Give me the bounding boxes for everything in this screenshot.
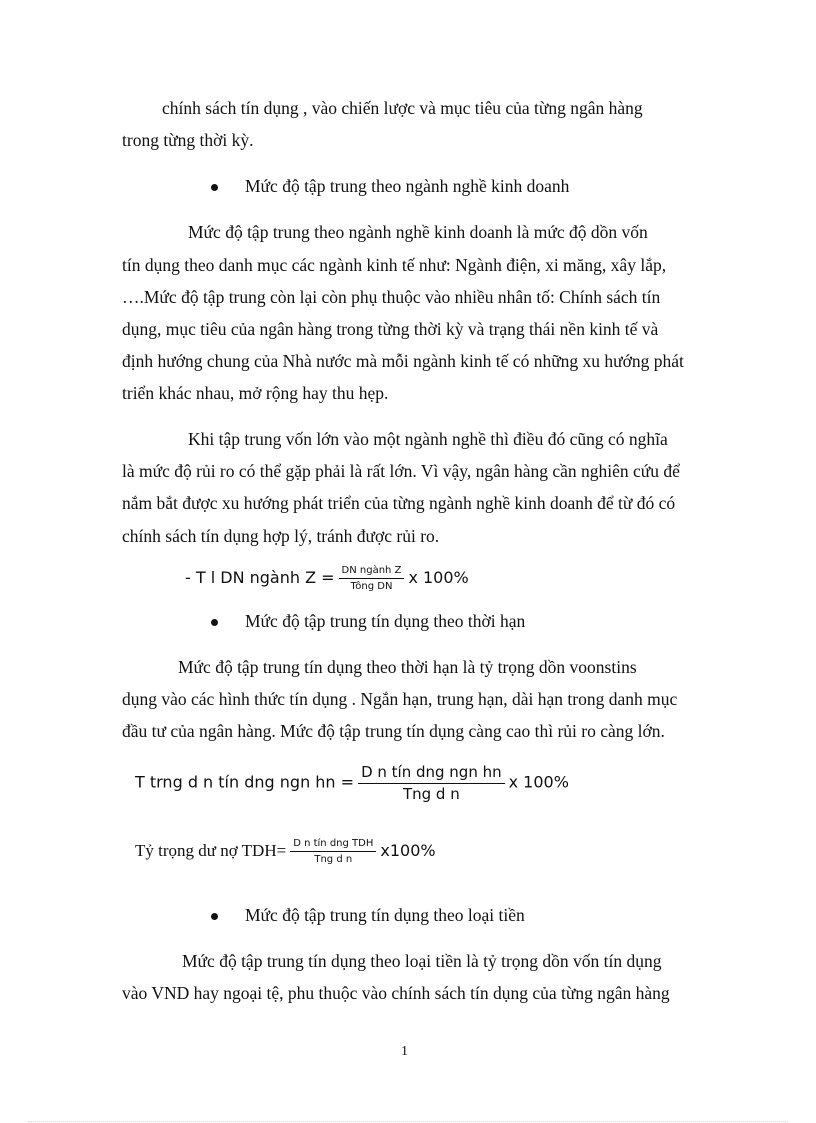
body-text-line: dụng, mục tiêu của ngân hàng trong từng thời kỳ và trạng thái nền kinh tế và	[122, 319, 659, 339]
formula-rhs: x 100%	[408, 568, 469, 587]
body-text-line: chính sách tín dụng hợp lý, tránh được rủi ro.	[122, 526, 440, 546]
body-text-line: chính sách tín dụng , vào chiến lược và mục tiêu của từng ngân hàng	[162, 98, 643, 118]
body-text-line: định hướng chung của Nhà nước mà mỗi ngành kinh tế có những xu hướng phát	[122, 351, 684, 371]
body-text-line: nắm bắt được xu hướng phát triển của từng ngành nghề kinh doanh để từ đó có	[122, 493, 676, 513]
body-text-line: dụng vào các hình thức tín dụng . Ngắn hạn, trung hạn, dài hạn trong danh mục	[122, 689, 678, 709]
formula-short-term-ratio	[135, 764, 569, 802]
page-number: 1	[401, 1044, 408, 1059]
body-text-line: Mức độ tập trung tín dụng theo loại tiền là tỷ trọng dồn vốn tín dụng	[182, 951, 662, 971]
bullet-heading: Mức độ tập trung theo ngành nghề kinh doanh	[245, 176, 570, 196]
formula-denominator: Tông DN	[350, 581, 393, 592]
body-text-line: Khi tập trung vốn lớn vào một ngành nghề thì điều đó cũng có nghĩa	[188, 429, 668, 449]
bullet-icon	[211, 619, 218, 626]
body-text-line: tín dụng theo danh mục các ngành kinh tế như: Ngành điện, xi măng, xây lắp,	[122, 255, 667, 275]
bullet-heading: Mức độ tập trung tín dụng theo loại tiền	[245, 905, 525, 925]
body-text-line: là mức độ rủi ro có thể gặp phải là rất lớn. Vì vậy, ngân hàng cần nghiên cứu để	[122, 461, 680, 481]
body-text-line: Mức độ tập trung theo ngành nghề kinh doanh là mức độ dồn vốn	[188, 222, 648, 242]
formula-denominator: Tng d n	[314, 854, 353, 865]
formula-numerator: DN ngành Z	[339, 565, 405, 579]
page-footer-divider	[28, 1121, 788, 1122]
bullet-heading: Mức độ tập trung tín dụng theo thời hạn	[245, 611, 526, 631]
formula-lhs: Tỷ trọng dư nợ TDH=	[135, 841, 287, 860]
formula-denominator: Tng d n	[402, 784, 460, 803]
formula-sector-ratio	[185, 565, 469, 592]
bullet-icon	[211, 184, 218, 191]
formula-lhs: T trng d n tín dng ngn hn =	[135, 772, 355, 792]
formula-numerator: D n tín dng ngn hn	[358, 764, 505, 784]
body-text-line: đầu tư của ngân hàng. Mức độ tập trung tín dụng càng cao thì rủi ro càng lớn.	[122, 721, 665, 741]
bullet-icon	[211, 913, 218, 920]
formula-rhs: x100%	[380, 841, 436, 860]
body-text-line: vào VND hay ngoại tệ, phu thuộc vào chính sách tín dụng của từng ngân hàng	[122, 983, 670, 1003]
body-text-line: Mức độ tập trung tín dụng theo thời hạn là tỷ trọng dồn voonstins	[178, 657, 637, 677]
formula-numerator: D n tín dng TDH	[290, 838, 376, 852]
body-text-line: triển khác nhau, mở rộng hay thu hẹp.	[122, 383, 389, 403]
formula-lhs: - T l DN ngành Z =	[185, 568, 335, 587]
body-text-line: trong từng thời kỳ.	[122, 130, 254, 150]
formula-long-term-ratio	[135, 838, 436, 865]
body-text-line: ….Mức độ tập trung còn lại còn phụ thuộc vào nhiều nhân tố: Chính sách tín	[122, 287, 661, 307]
formula-rhs: x 100%	[508, 772, 569, 792]
